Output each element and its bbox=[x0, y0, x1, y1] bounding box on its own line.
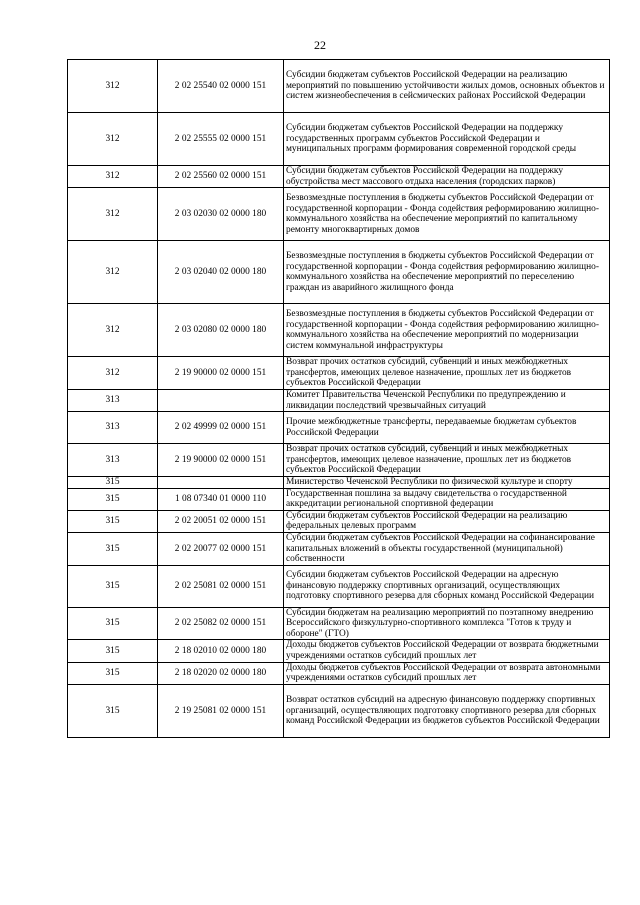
table-row bbox=[68, 389, 610, 411]
table-row bbox=[68, 60, 610, 113]
income-code-cell bbox=[158, 476, 284, 488]
admin-code-cell: 315 bbox=[68, 684, 158, 737]
table-row bbox=[68, 241, 610, 304]
table-row bbox=[68, 684, 610, 737]
income-name-cell: Безвозмездные поступления в бюджеты субъектов Российской Федерации от государственной корпорации - Фонда содействия реформированию жилищно-коммунального хозяйства на обеспечение мероприятий по модернизации систем коммунальной инфраструктуры bbox=[284, 304, 610, 357]
income-code-cell bbox=[158, 389, 284, 411]
income-code-cell: 2 19 90000 02 0000 151 bbox=[158, 444, 284, 477]
income-name-cell: Возврат остатков субсидий на адресную финансовую поддержку спортивных организаций, осуществляющих подготовку спортивного резерва для сборных команд Российской Федерации из бюджетов субъектов Российской Федерации bbox=[284, 684, 610, 737]
page-number: 22 bbox=[314, 38, 326, 52]
income-code-cell: 2 02 25540 02 0000 151 bbox=[158, 60, 284, 113]
admin-code-cell: 315 bbox=[68, 662, 158, 684]
income-code-cell: 2 02 49999 02 0000 151 bbox=[158, 412, 284, 444]
admin-code-cell: 312 bbox=[68, 241, 158, 304]
table-row bbox=[68, 166, 610, 188]
admin-code-cell: 312 bbox=[68, 304, 158, 357]
table-row bbox=[68, 607, 610, 640]
income-code-cell: 2 03 02030 02 0000 180 bbox=[158, 188, 284, 241]
income-code-cell: 1 08 07340 01 0000 110 bbox=[158, 488, 284, 510]
table-row bbox=[68, 304, 610, 357]
admin-code-cell: 312 bbox=[68, 357, 158, 390]
income-code-cell: 2 02 25560 02 0000 151 bbox=[158, 166, 284, 188]
admin-code-cell: 315 bbox=[68, 532, 158, 565]
admin-code-cell: 315 bbox=[68, 488, 158, 510]
table-row bbox=[68, 113, 610, 166]
admin-code-cell: 313 bbox=[68, 412, 158, 444]
admin-code-cell: 312 bbox=[68, 113, 158, 166]
income-code-cell: 2 19 25081 02 0000 151 bbox=[158, 684, 284, 737]
income-name-cell: Субсидии бюджетам субъектов Российской Федерации на реализацию мероприятий по повышению устойчивости жилых домов, основных объектов и систем жизнеобеспечения в сейсмических районах Российской Федерации bbox=[284, 60, 610, 113]
admin-code-cell: 312 bbox=[68, 60, 158, 113]
income-name-cell: Субсидии бюджетам субъектов Российской Федерации на реализацию федеральных целевых программ bbox=[284, 510, 610, 532]
income-name-cell: Прочие межбюджетные трансферты, передаваемые бюджетам субъектов Российской Федерации bbox=[284, 412, 610, 444]
table-row bbox=[68, 188, 610, 241]
admin-code-cell: 315 bbox=[68, 607, 158, 640]
income-name-cell: Возврат прочих остатков субсидий, субвенций и иных межбюджетных трансфертов, имеющих целевое назначение, прошлых лет из бюджетов субъектов Российской Федерации bbox=[284, 444, 610, 477]
income-name-cell: Доходы бюджетов субъектов Российской Федерации от возврата автономными учреждениями остатков субсидий прошлых лет bbox=[284, 662, 610, 684]
income-name-cell: Субсидии бюджетам субъектов Российской Федерации на поддержку государственных программ субъектов Российской Федерации и муниципальных программ формирования современной городской среды bbox=[284, 113, 610, 166]
admin-code-cell: 312 bbox=[68, 188, 158, 241]
table-body bbox=[68, 60, 610, 738]
income-code-cell: 2 03 02040 02 0000 180 bbox=[158, 241, 284, 304]
income-name-cell: Субсидии бюджетам субъектов Российской Федерации на поддержку обустройства мест массового отдыха населения (городских парков) bbox=[284, 166, 610, 188]
table-row bbox=[68, 476, 610, 488]
income-code-cell: 2 19 90000 02 0000 151 bbox=[158, 357, 284, 390]
income-code-cell: 2 18 02020 02 0000 180 bbox=[158, 662, 284, 684]
income-code-cell: 2 03 02080 02 0000 180 bbox=[158, 304, 284, 357]
income-name-cell: Возврат прочих остатков субсидий, субвенций и иных межбюджетных трансфертов, имеющих целевое назначение, прошлых лет из бюджетов субъектов Российской Федерации bbox=[284, 357, 610, 390]
income-name-cell: Субсидии бюджетам субъектов Российской Федерации на адресную финансовую поддержку спортивных организаций, осуществляющих подготовку спортивного резерва для сборных команд Российской Федерации bbox=[284, 565, 610, 607]
table-row bbox=[68, 488, 610, 510]
table-row bbox=[68, 662, 610, 684]
table-row bbox=[68, 510, 610, 532]
admin-code-cell: 315 bbox=[68, 510, 158, 532]
income-code-cell: 2 02 25555 02 0000 151 bbox=[158, 113, 284, 166]
admin-code-cell: 315 bbox=[68, 565, 158, 607]
table-row bbox=[68, 444, 610, 477]
income-code-cell: 2 02 25081 02 0000 151 bbox=[158, 565, 284, 607]
income-code-cell: 2 02 20051 02 0000 151 bbox=[158, 510, 284, 532]
admin-code-cell: 312 bbox=[68, 166, 158, 188]
income-name-cell: Министерство Чеченской Республики по физической культуре и спорту bbox=[284, 476, 610, 488]
income-name-cell: Доходы бюджетов субъектов Российской Федерации от возврата бюджетными учреждениями остатков субсидий прошлых лет bbox=[284, 640, 610, 662]
income-code-cell: 2 18 02010 02 0000 180 bbox=[158, 640, 284, 662]
table-row bbox=[68, 532, 610, 565]
income-code-cell: 2 02 25082 02 0000 151 bbox=[158, 607, 284, 640]
income-name-cell: Комитет Правительства Чеченской Республики по предупреждению и ликвидации последствий чрезвычайных ситуаций bbox=[284, 389, 610, 411]
admin-code-cell: 313 bbox=[68, 389, 158, 411]
income-name-cell: Государственная пошлина за выдачу свидетельства о государственной аккредитации региональной спортивной федерации bbox=[284, 488, 610, 510]
income-name-cell: Субсидии бюджетам субъектов Российской Федерации на софинансирование капитальных вложений в объекты государственной (муниципальной) собственности bbox=[284, 532, 610, 565]
income-name-cell: Безвозмездные поступления в бюджеты субъектов Российской Федерации от государственной корпорации - Фонда содействия реформированию жилищно-коммунального хозяйства на обеспечение мероприятий по капитальному ремонту многоквартирных домов bbox=[284, 188, 610, 241]
admin-code-cell: 315 bbox=[68, 640, 158, 662]
admin-code-cell: 313 bbox=[68, 444, 158, 477]
income-name-cell: Субсидии бюджетам на реализацию мероприятий по поэтапному внедрению Всероссийского физкультурно-спортивного комплекса "Готов к труду и обороне" (ГТО) bbox=[284, 607, 610, 640]
admin-code-cell: 315 bbox=[68, 476, 158, 488]
table-row bbox=[68, 565, 610, 607]
table-row bbox=[68, 412, 610, 444]
budget-classification-table bbox=[67, 59, 610, 738]
table-row bbox=[68, 357, 610, 390]
table-row bbox=[68, 640, 610, 662]
income-name-cell: Безвозмездные поступления в бюджеты субъектов Российской Федерации от государственной корпорации - Фонда содействия реформированию жилищно-коммунального хозяйства на обеспечение мероприятий по переселению граждан из аварийного жилищного фонда bbox=[284, 241, 610, 304]
income-code-cell: 2 02 20077 02 0000 151 bbox=[158, 532, 284, 565]
